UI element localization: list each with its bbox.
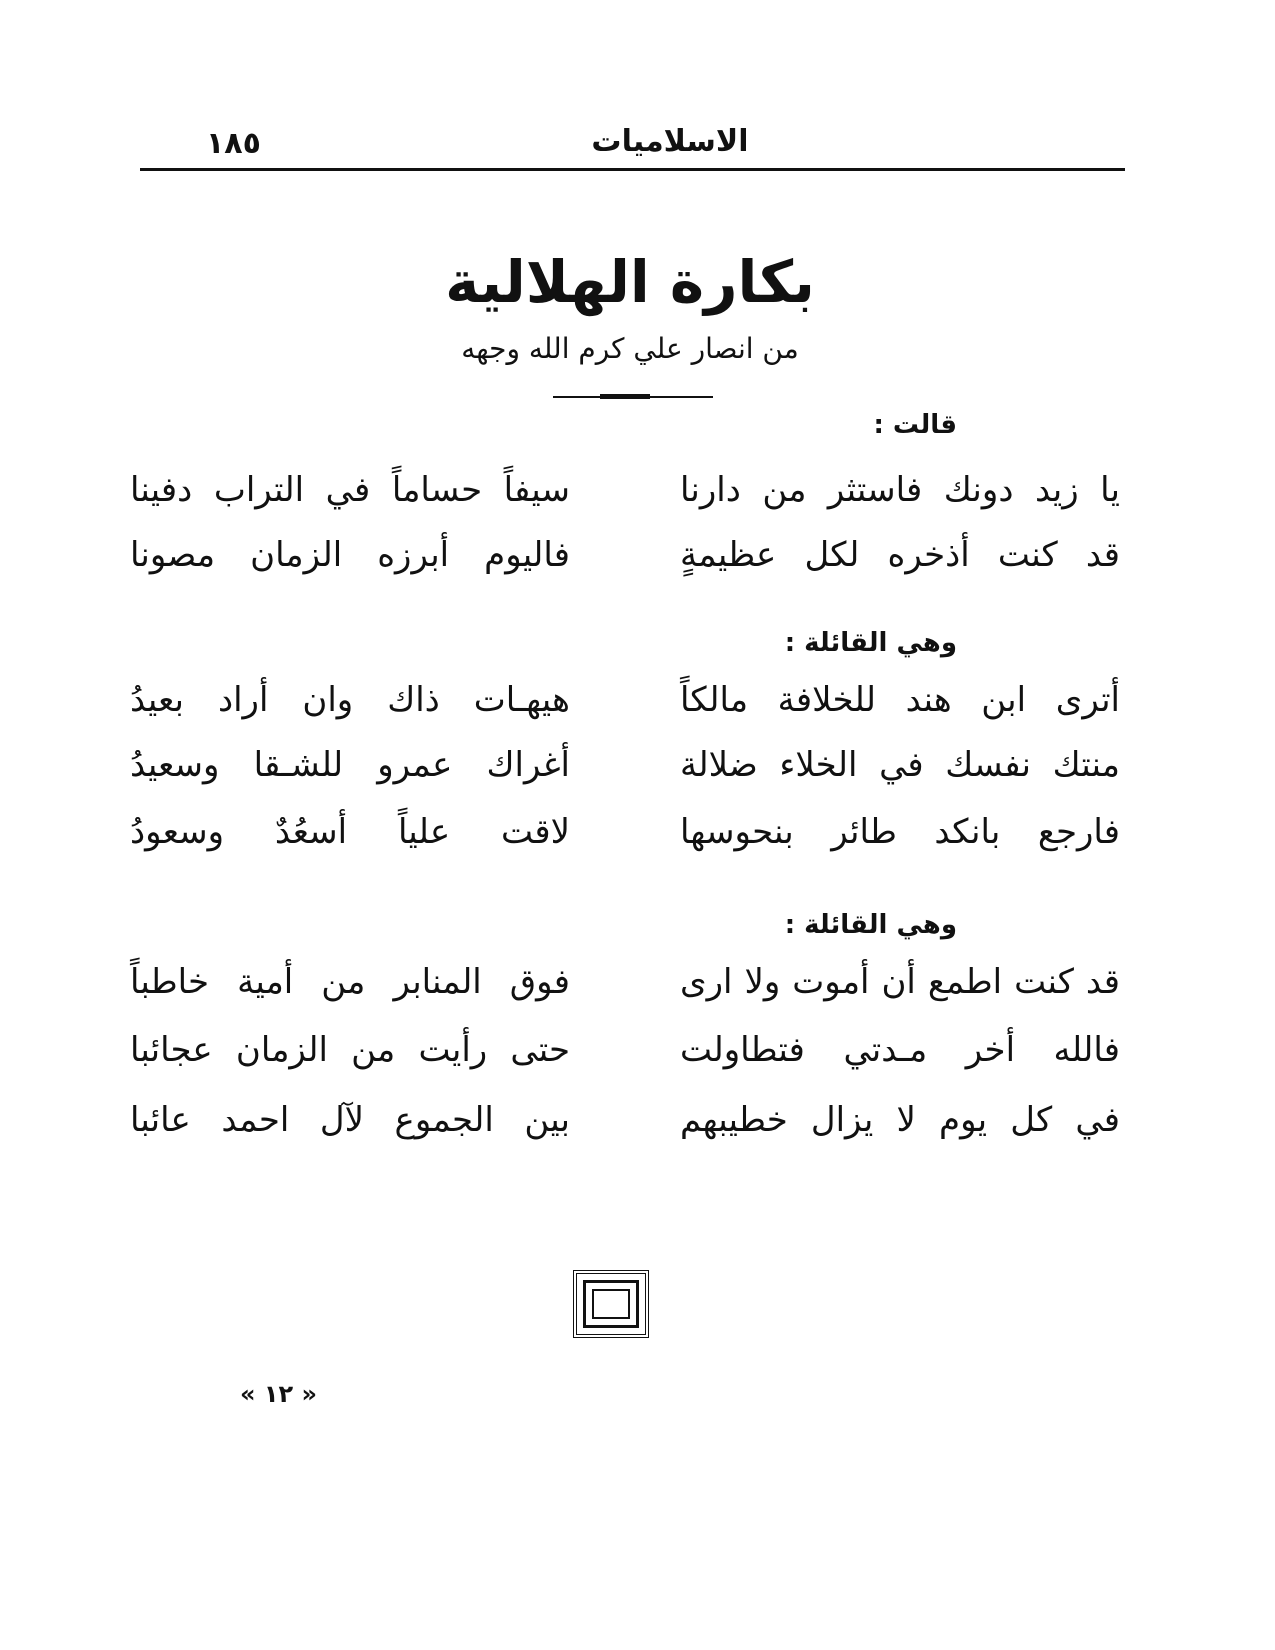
verse-row	[130, 745, 1120, 805]
verse-row	[130, 535, 1120, 595]
section-label: وهي القائلة :	[784, 910, 957, 940]
verse-first-hemistich: منتك نفسك في الخلاء ضلالة	[680, 745, 1120, 785]
end-ornament	[573, 1270, 649, 1338]
verse-first-hemistich: فالله أخر مـدتي فتطاولت	[680, 1030, 1120, 1070]
verse-row	[130, 962, 1120, 1022]
verse-row	[130, 812, 1120, 872]
verse-first-hemistich: يا زيد دونك فاستثر من دارنا	[680, 470, 1120, 510]
verse-second-hemistich: فاليوم أبرزه الزمان مصونا	[130, 535, 570, 575]
verse-second-hemistich: لاقت علياً أسعُدٌ وسعودُ	[130, 812, 570, 852]
verse-second-hemistich: فوق المنابر من أمية خاطباً	[130, 962, 570, 1002]
verse-second-hemistich: حتى رأيت من الزمان عجائبا	[130, 1030, 570, 1070]
end-ornament-inner	[583, 1280, 639, 1328]
poem-title: بكارة الهلالية	[445, 248, 815, 316]
header-rule	[140, 168, 1125, 171]
page-header	[140, 120, 1125, 164]
verse-first-hemistich: أترى ابن هند للخلافة مالكاً	[680, 680, 1120, 720]
verse-first-hemistich: في كل يوم لا يزال خطيبهم	[680, 1100, 1120, 1140]
page-number: ١٨٥	[206, 126, 261, 161]
section-label: قالت :	[873, 410, 957, 440]
verse-second-hemistich: بين الجموع لآل احمد عائبا	[130, 1100, 570, 1140]
verse-second-hemistich: هيهـات ذاك وان أراد بعيدُ	[130, 680, 570, 720]
verse-second-hemistich: أغراك عمرو للشـقا وسعيدُ	[130, 745, 570, 785]
verse-second-hemistich: سيفاً حساماً في التراب دفينا	[130, 470, 570, 510]
running-title: الاسلاميات	[591, 124, 749, 159]
section-label: وهي القائلة :	[784, 628, 957, 658]
verse-row	[130, 1030, 1120, 1090]
verse-row	[130, 470, 1120, 530]
title-divider-accent	[600, 394, 650, 399]
signature-mark: « ١٢ »	[240, 1380, 318, 1408]
poem-subtitle: من انصار علي كرم الله وجهه	[461, 332, 799, 365]
verse-first-hemistich: فارجع بانكد طائر بنحوسها	[680, 812, 1120, 852]
verse-first-hemistich: قد كنت أذخره لكل عظيمةٍ	[680, 535, 1120, 575]
verse-first-hemistich: قد كنت اطمع أن أموت ولا ارى	[680, 962, 1120, 1002]
verse-row	[130, 1100, 1120, 1160]
verse-row	[130, 680, 1120, 740]
